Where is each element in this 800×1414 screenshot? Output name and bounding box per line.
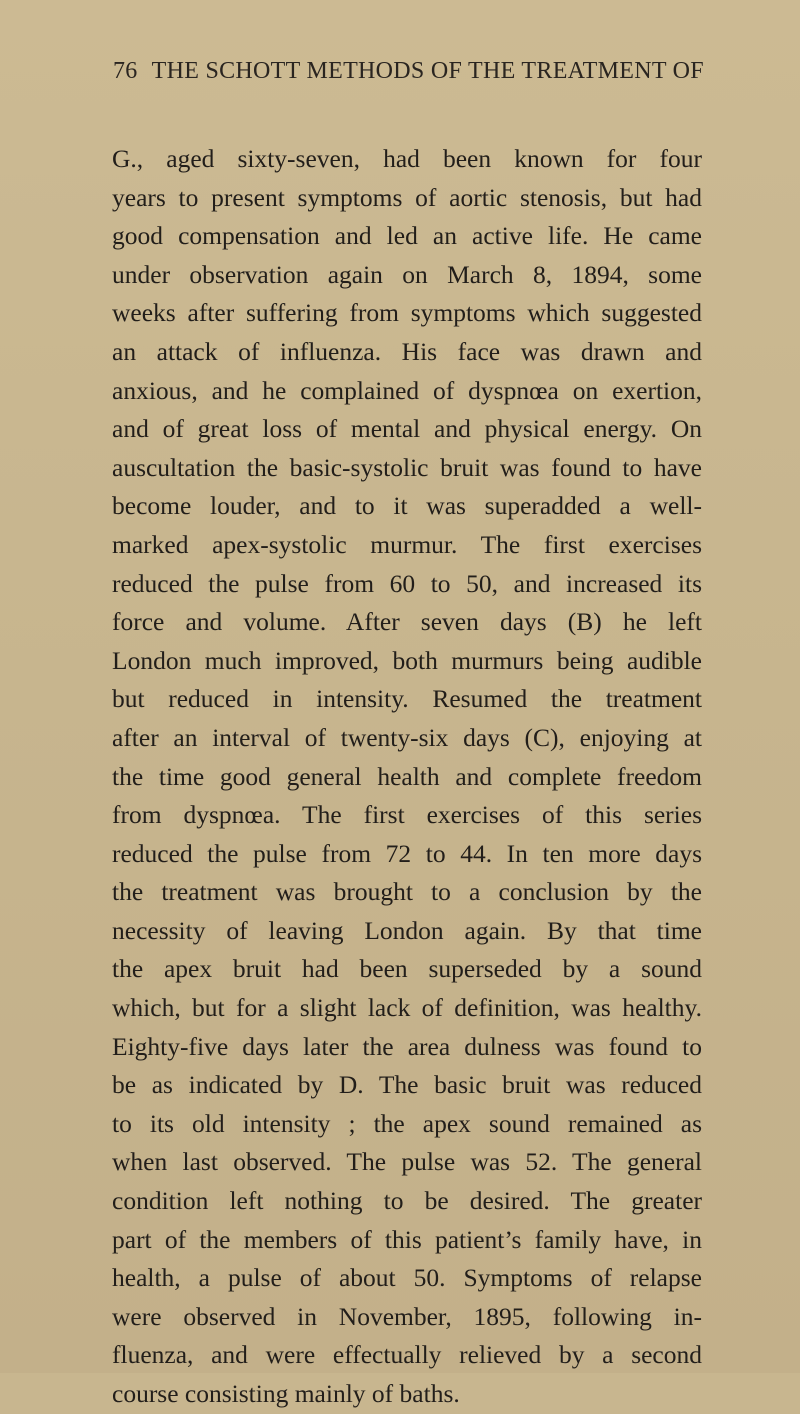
text-line: weeks after suffering from symptoms which suggested — [112, 298, 702, 328]
text-line: course consisting mainly of baths. — [112, 1379, 460, 1408]
text-line: condition left nothing to be desired. The greater — [112, 1186, 702, 1216]
text-line: reduced the pulse from 60 to 50, and increased its — [112, 568, 702, 598]
text-line: part of the members of this patient’s family have, in — [112, 1224, 702, 1254]
text-line: from dyspnœa. The first exercises of this series — [112, 800, 702, 830]
text-line: when last observed. The pulse was 52. The general — [112, 1147, 702, 1177]
text-line: force and volume. After seven days (B) he left — [112, 607, 702, 637]
text-line: and of great loss of mental and physical energy. On — [112, 414, 702, 444]
body-paragraph — [112, 140, 702, 1414]
text-line: health, a pulse of about 50. Symptoms of relapse — [112, 1263, 702, 1293]
text-line: necessity of leaving London again. By that time — [112, 915, 702, 945]
text-line: auscultation the basic-systolic bruit was found to have — [112, 452, 702, 482]
text-line: Eighty-five days later the area dulness was found to — [112, 1031, 702, 1061]
running-header — [113, 58, 704, 85]
text-line: be as indicated by D. The basic bruit was reduced — [112, 1070, 702, 1100]
text-line: under observation again on March 8, 1894, some — [112, 259, 702, 289]
text-line: an attack of influenza. His face was drawn and — [112, 336, 702, 366]
running-title: THE SCHOTT METHODS OF THE TREATMENT OF — [151, 58, 704, 84]
text-line: the time good general health and complete freedom — [112, 761, 702, 791]
text-line: good compensation and led an active life. He came — [112, 221, 702, 251]
text-line: were observed in November, 1895, following in- — [112, 1301, 702, 1331]
text-line: years to present symptoms of aortic stenosis, but had — [112, 182, 702, 212]
text-line: reduced the pulse from 72 to 44. In ten more days — [112, 838, 702, 868]
text-line: but reduced in intensity. Resumed the treatment — [112, 684, 702, 714]
text-line: become louder, and to it was superadded a well- — [112, 491, 702, 521]
text-line: the treatment was brought to a conclusion by the — [112, 877, 702, 907]
text-line: G., aged sixty-seven, had been known for four — [112, 144, 702, 173]
text-line: the apex bruit had been superseded by a sound — [112, 954, 702, 984]
page-number: 76 — [113, 58, 138, 84]
text-line: to its old intensity ; the apex sound remained as — [112, 1108, 702, 1138]
text-line: which, but for a slight lack of definition, was healthy. — [112, 993, 702, 1023]
text-line: marked apex-systolic murmur. The first exercises — [112, 529, 702, 559]
text-line: fluenza, and were effectually relieved by a second — [112, 1340, 702, 1370]
text-line: London much improved, both murmurs being audible — [112, 645, 702, 675]
text-line: after an interval of twenty-six days (C), enjoying at — [112, 722, 702, 752]
text-line: anxious, and he complained of dyspnœa on exertion, — [112, 375, 702, 405]
